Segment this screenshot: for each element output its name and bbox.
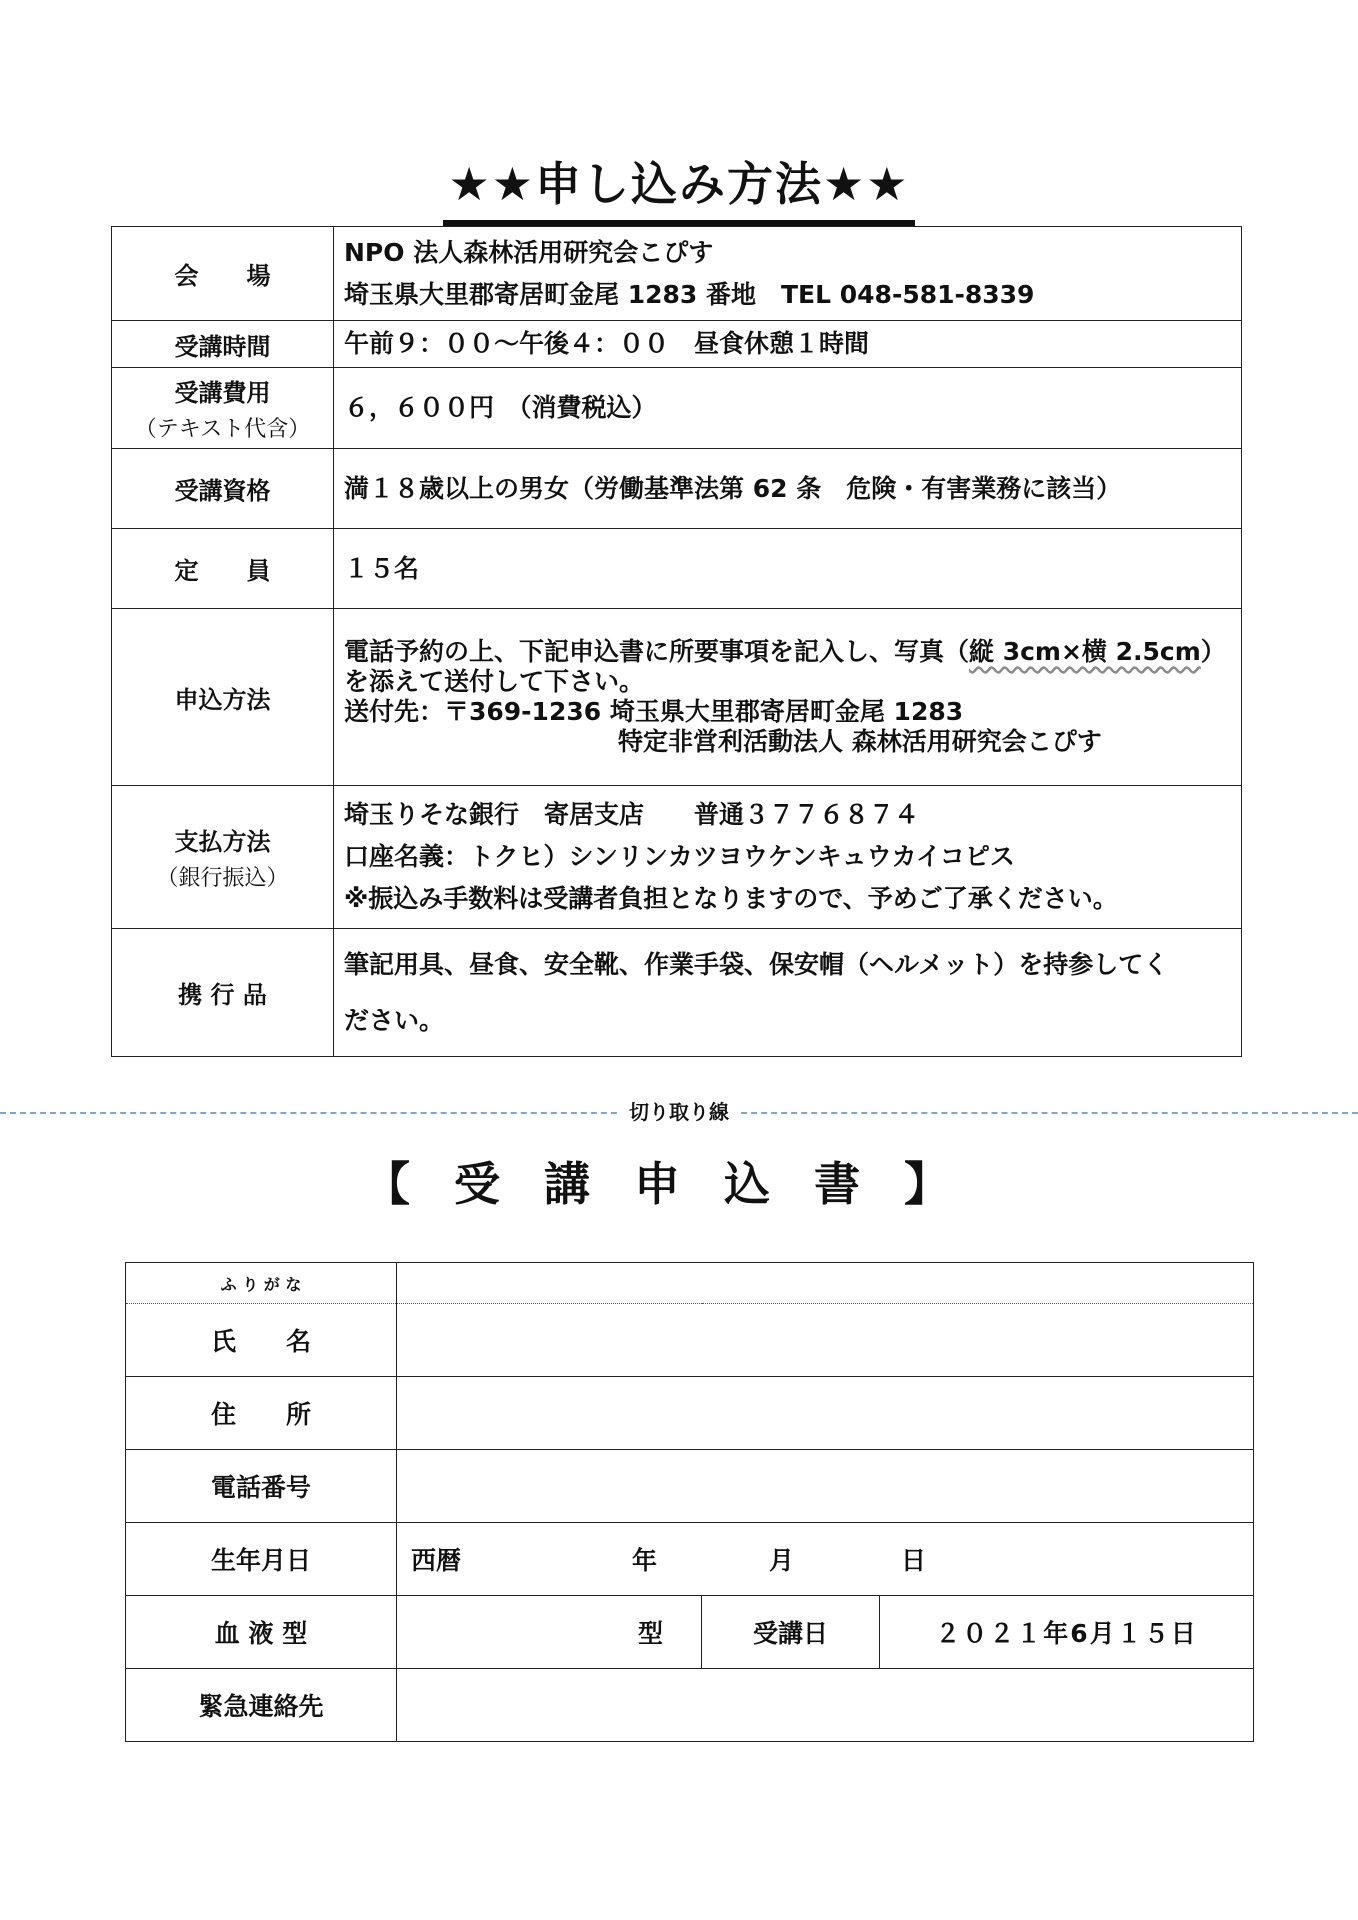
address-row (126, 1377, 1254, 1450)
name-field[interactable] (397, 1304, 1254, 1377)
apply-line-4: 特定非営利活動法人 森林活用研究会こぴす (618, 727, 1102, 756)
capacity-row (112, 529, 1242, 609)
capacity-value: １５名 (334, 529, 1242, 609)
photo-size: 縦 3cm×横 2.5cm (969, 637, 1201, 666)
venue-line-1: NPO 法人森林活用研究会こぴす (344, 237, 714, 267)
payment-line-3: ※振込み手数料は受講者負担となりますので、予めご了承ください。 (344, 884, 1118, 913)
phone-row (126, 1450, 1254, 1523)
payment-label-sub: （銀行振込） (156, 866, 289, 891)
cut-line-label: 切り取り線 (0, 1096, 1358, 1125)
venue-line-2: 埼玉県大里郡寄居町金尾 1283 番地 TEL 048-581-8339 (344, 279, 1035, 309)
form-title: 【受講申込書】 (364, 1157, 994, 1211)
emergency-contact-label: 緊急連絡先 (126, 1669, 397, 1742)
qualification-label: 受講資格 (112, 449, 334, 529)
furigana-field[interactable] (397, 1263, 1254, 1304)
blood-type-row (126, 1596, 1254, 1669)
birth-era: 西暦 (411, 1546, 462, 1575)
apply-method-value (334, 609, 1242, 786)
payment-value (334, 786, 1242, 929)
items-value (334, 929, 1242, 1057)
birthdate-field[interactable] (397, 1523, 1254, 1596)
furigana-label: ふ り が な (126, 1263, 397, 1304)
payment-label-text: 支払方法 (174, 828, 271, 856)
fee-value: ６，６００円 （消費税込） (334, 368, 1242, 449)
apply-line-2: を添えて送付して下さい。 (344, 667, 645, 696)
birthdate-label: 生年月日 (126, 1523, 397, 1596)
phone-field[interactable] (397, 1450, 1254, 1523)
venue-value (334, 227, 1242, 321)
birth-year: 年 (632, 1546, 658, 1575)
venue-label: 会 場 (112, 227, 334, 321)
apply-method-label: 申込方法 (112, 609, 334, 786)
items-line-1: 筆記用具、昼食、安全靴、作業手袋、保安帽（ヘルメット）を持参してく (344, 949, 1169, 979)
name-row (126, 1304, 1254, 1377)
time-label: 受講時間 (112, 321, 334, 368)
payment-line-1: 埼玉りそな銀行 寄居支店 普通３７７６８７４ (344, 800, 920, 829)
address-field[interactable] (397, 1377, 1254, 1450)
apply-method-row (112, 609, 1242, 786)
capacity-label: 定 員 (112, 529, 334, 609)
time-row (112, 321, 1242, 368)
birth-day: 日 (901, 1546, 927, 1575)
payment-row (112, 786, 1242, 929)
fee-label-text: 受講費用 (174, 379, 271, 407)
birth-month: 月 (769, 1546, 795, 1575)
items-line-2: ださい。 (344, 1005, 445, 1035)
page-title: ★★申し込み方法★★ (0, 148, 1358, 226)
fee-label-sub: （テキスト代含） (134, 417, 311, 442)
emergency-contact-field[interactable] (397, 1669, 1254, 1742)
qualification-row (112, 449, 1242, 529)
apply-line-3: 送付先：〒369-1236 埼玉県大里郡寄居町金尾 1283 (344, 697, 964, 726)
qualification-value: 満１８歳以上の男女（労働基準法第 62 条 危険・有害業務に該当） (334, 449, 1242, 529)
birthdate-row (126, 1523, 1254, 1596)
address-label: 住 所 (126, 1377, 397, 1450)
fee-row (112, 368, 1242, 449)
fee-label (112, 368, 334, 449)
application-form (125, 1262, 1254, 1742)
time-value: 午前９：００～午後４：００ 昼食休憩１時間 (334, 321, 1242, 368)
course-date-value: ２０２１年6月１５日 (880, 1596, 1254, 1669)
items-label: 携 行 品 (112, 929, 334, 1057)
blood-type-field[interactable]: 型 (397, 1596, 702, 1669)
furigana-row (126, 1263, 1254, 1304)
info-table (111, 226, 1242, 1057)
apply-line-1: 電話予約の上、下記申込書に所要事項を記入し、写真（縦 3cm×横 2.5cm） (344, 637, 1226, 666)
venue-row (112, 227, 1242, 321)
payment-line-2: 口座名義：トクヒ）シンリンカツヨウケンキュウカイコピス (344, 842, 1015, 871)
name-label: 氏 名 (126, 1304, 397, 1377)
blood-type-label: 血 液 型 (126, 1596, 397, 1669)
phone-label: 電話番号 (126, 1450, 397, 1523)
items-row (112, 929, 1242, 1057)
payment-label (112, 786, 334, 929)
emergency-row (126, 1669, 1254, 1742)
course-date-label: 受講日 (702, 1596, 880, 1669)
